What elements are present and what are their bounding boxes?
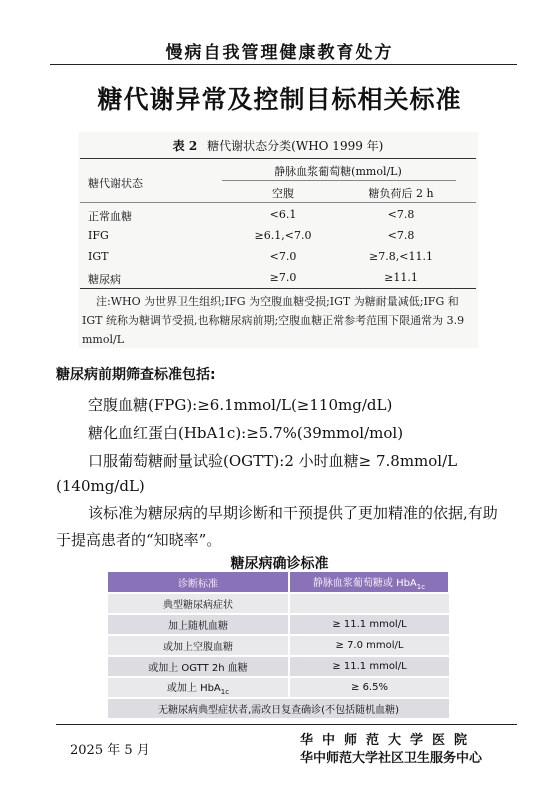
table-row bbox=[108, 677, 449, 698]
footer-date: 2025 年 5 月 bbox=[70, 743, 150, 758]
table-row bbox=[108, 635, 449, 656]
footer-org-hospital: 华中师范大学医院 bbox=[300, 733, 477, 748]
diagnosis-col-value-sub: 1c bbox=[416, 582, 426, 591]
table2-note: 注:WHO 为世界卫生组织;IFG 为空腹血糖受损;IGT 为糖耐量减低;IFG 和 IGT 统称为糖调节受损,也称糖尿病前期;空腹血糖正常参考范围下限通常为 3.9 mmol/L bbox=[82, 295, 465, 346]
table2-cell-post: <7.8 bbox=[387, 208, 415, 221]
screening-criterion-fpg: 空腹血糖(FPG):≥6.1mmol/L(≥110mg/dL) bbox=[88, 396, 393, 414]
table2-cell-state: IFG bbox=[88, 229, 109, 242]
table2-header-rule bbox=[80, 202, 476, 203]
footer-divider bbox=[56, 724, 517, 725]
diagnosis-cell-criterion: 或加上空腹血糖 bbox=[108, 635, 289, 656]
screening-criterion-hba1c: 糖化血红蛋白(HbA1c):≥5.7%(39mmol/mol) bbox=[88, 424, 404, 442]
screening-criterion-ogtt: 口服葡萄糖耐量试验(OGTT):2 小时血糖≥ 7.8mmol/L bbox=[88, 452, 458, 470]
table2-top-rule bbox=[80, 158, 476, 159]
page-title: 糖代谢异常及控制目标相关标准 bbox=[97, 85, 462, 114]
diagnosis-cell-criterion: 典型糖尿病症状 bbox=[108, 593, 289, 614]
table2-cell-post: <7.8 bbox=[387, 229, 415, 242]
table-row bbox=[108, 656, 449, 677]
table2-caption bbox=[78, 137, 478, 154]
table2-cell-fasting: ≥7.0 bbox=[269, 271, 297, 284]
diagnosis-cell-value bbox=[289, 593, 449, 614]
table2-cell-fasting: <7.0 bbox=[269, 250, 297, 263]
diagnosis-footer-row: 无糖尿病典型症状者,需改日复查确诊(不包括随机血糖) bbox=[108, 698, 449, 718]
screening-paragraph: 该标准为糖尿病的早期诊断和干预提供了更加精准的依据,有助于提高患者的“知晓率”。 bbox=[56, 504, 498, 549]
diagnosis-title: 糖尿病确诊标准 bbox=[230, 556, 329, 572]
table-row bbox=[108, 614, 449, 635]
footer-org-center: 华中师范大学社区卫生服务中心 bbox=[300, 751, 483, 766]
table2-col-group: 静脉血浆葡萄糖(mmol/L) bbox=[274, 165, 402, 178]
screening-criterion-ogtt-cont: (140mg/dL) bbox=[56, 477, 145, 495]
diagnosis-col-criterion: 诊断标准 bbox=[108, 572, 289, 593]
diagnosis-cell-criterion: 或加上 OGTT 2h 血糖 bbox=[108, 656, 289, 677]
diagnosis-col-value bbox=[289, 572, 449, 593]
table2-col-post: 糖负荷后 2 h bbox=[368, 187, 434, 200]
table2-cell-fasting: ≥6.1,<7.0 bbox=[254, 229, 312, 242]
table2-cell-state: 糖尿病 bbox=[88, 273, 121, 286]
diagnosis-cell-criterion-sub: 1c bbox=[220, 688, 230, 696]
diagnosis-cell-criterion: 加上随机血糖 bbox=[108, 614, 289, 635]
table2-row-header: 糖代谢状态 bbox=[88, 177, 143, 190]
table2-caption-text: 糖代谢状态分类(WHO 1999 年) bbox=[207, 139, 384, 153]
diagnosis-cell-value: ≥ 6.5% bbox=[289, 677, 449, 698]
diagnosis-cell-value: ≥ 11.1 mmol/L bbox=[289, 614, 449, 635]
table2-label: 表 2 bbox=[172, 139, 198, 153]
diagnosis-cell-criterion-text: 或加上 HbA bbox=[166, 683, 221, 694]
table2-bottom-rule bbox=[80, 288, 476, 289]
table-row bbox=[108, 698, 449, 718]
table-row bbox=[108, 593, 449, 614]
table2-cell-state: 正常血糖 bbox=[88, 210, 132, 223]
header-divider bbox=[50, 64, 517, 65]
table2-cell-state: IGT bbox=[88, 250, 109, 263]
diagnosis-cell-value: ≥ 11.1 mmol/L bbox=[289, 656, 449, 677]
table2-cell-post: ≥11.1 bbox=[384, 271, 418, 284]
diagnosis-table bbox=[108, 572, 450, 718]
table2-cell-post: ≥7.8,<11.1 bbox=[369, 250, 433, 263]
header-title: 慢病自我管理健康教育处方 bbox=[165, 43, 394, 63]
table2-col-fasting: 空腹 bbox=[272, 187, 294, 200]
diagnosis-cell-criterion bbox=[108, 677, 289, 698]
table2-group-rule bbox=[222, 180, 456, 181]
diagnosis-col-value-text: 静脉血浆葡萄糖或 HbA bbox=[312, 577, 417, 589]
table2-cell-fasting: <6.1 bbox=[269, 208, 297, 221]
diagnosis-cell-value: ≥ 7.0 mmol/L bbox=[289, 635, 449, 656]
screening-heading: 糖尿病前期筛查标准包括: bbox=[56, 367, 216, 383]
